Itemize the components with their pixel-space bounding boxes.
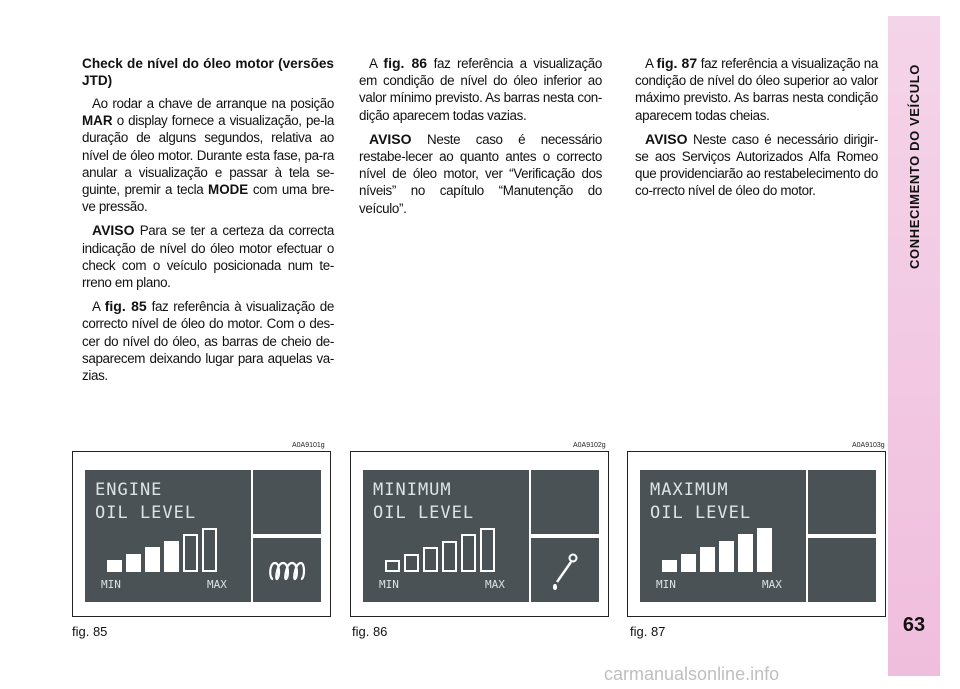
warning-label: AVISO	[92, 222, 135, 239]
level-bar-empty	[404, 554, 419, 572]
figure-label: fig. 86	[352, 624, 388, 639]
level-bar-empty	[385, 560, 400, 572]
figure-label: fig. 85	[72, 624, 108, 639]
level-bar-full	[738, 534, 753, 572]
display-icon-panel	[531, 538, 599, 602]
level-bar-full	[107, 560, 122, 572]
display-line-1: MAXIMUM	[650, 480, 729, 500]
display-icon-panel	[253, 538, 321, 602]
watermark: carmanualsonline.info	[604, 664, 780, 684]
oil-level-display	[85, 470, 251, 602]
dipstick-icon	[545, 548, 585, 592]
display-side-panel	[808, 470, 876, 534]
display-side-panel	[531, 470, 599, 534]
section-heading: Check de nível do óleo motor (versões JTD)	[82, 56, 334, 88]
level-bars	[107, 528, 217, 572]
display-line-2: OIL LEVEL	[650, 503, 752, 523]
paragraph: A fig. 87 faz referência a visualização na condição de nível do óleo superior ao valor máximo previsto. As barras nesta condição aparecem todas cheias.	[635, 55, 878, 123]
figure-86	[350, 451, 609, 617]
min-label: MIN	[101, 578, 121, 591]
level-bar-full	[145, 547, 160, 572]
level-bar-full	[719, 541, 734, 572]
warning-paragraph: AVISO Neste caso é necessário restabe-lecer ao quanto antes o correcto nível de óleo motor, ver “Verificação dos níveis” no capítulo “Manutenção do veículo”.	[359, 130, 602, 216]
section-title-container	[888, 16, 940, 316]
level-bar-empty	[442, 541, 457, 572]
warning-paragraph: AVISO Neste caso é necessário dirigir-se aos Serviços Autorizados Alfa Romeo que providenciarão ao restabelecimento do co-rrecto nível de óleo do motor.	[635, 130, 878, 199]
paragraph: A fig. 86 faz referência a visualização em condição de nível do óleo inferior ao valor mínimo previsto. As barras nesta con-dição aparecem todas vazias.	[359, 55, 602, 123]
level-bar-full	[700, 547, 715, 572]
figure-label: fig. 87	[630, 624, 666, 639]
fig-reference: fig. 85	[104, 298, 147, 315]
keyword-mode: MODE	[208, 182, 249, 198]
warning-paragraph: AVISO Para se ter a certeza da correcta indicação de nível do óleo motor efectuar o check com o veículo posicionada num te-rreno em plano.	[82, 222, 334, 291]
min-label: MIN	[656, 578, 676, 591]
display-line-1: ENGINE	[95, 480, 163, 500]
level-bars	[385, 528, 495, 572]
figure-code: A0A9103g	[852, 442, 885, 449]
text-column-3	[635, 55, 878, 207]
display-line-2: OIL LEVEL	[95, 503, 197, 523]
figure-85	[72, 451, 331, 617]
level-bar-full	[126, 554, 141, 572]
max-label: MAX	[207, 578, 227, 591]
keyword-mar: MAR	[82, 113, 113, 129]
warning-label: AVISO	[645, 130, 688, 147]
level-bar-empty	[423, 547, 438, 572]
warning-label: AVISO	[369, 130, 412, 147]
level-bar-full	[757, 528, 772, 572]
max-label: MAX	[485, 578, 505, 591]
level-bar-empty	[183, 534, 198, 572]
min-label: MIN	[379, 578, 399, 591]
fig-reference: fig. 86	[383, 55, 428, 71]
max-label: MAX	[762, 578, 782, 591]
level-bar-empty	[461, 534, 476, 572]
level-bar-full	[662, 560, 677, 572]
display-side-panel	[253, 470, 321, 534]
figure-code: A0A9101g	[292, 442, 325, 449]
text-column-2	[359, 55, 602, 224]
page-number: 63	[902, 614, 926, 636]
section-title: CONHECIMENTO DO VEÍCULO	[906, 63, 922, 269]
oil-coil-icon	[267, 555, 307, 585]
display-line-1: MINIMUM	[373, 480, 452, 500]
level-bars	[662, 528, 772, 572]
paragraph: Ao rodar a chave de arranque na posição MAR o display fornece a visualização, pe-la duração de alguns segundos, relativa ao nível de óleo motor. Durante esta fase, pa-ra anular a visualização e passar à tela se-guinte, premir a tecla MODE com uma bre-ve pressão.	[82, 96, 334, 215]
oil-level-display	[640, 470, 806, 602]
level-bar-full	[681, 554, 696, 572]
display-line-2: OIL LEVEL	[373, 503, 475, 523]
paragraph: A fig. 85 faz referência à visualização de correcto nível de óleo do motor. Com o des-cer do nível do óleo, as barras de cheio de-saparecem deixando lugar para aquelas va-zias.	[82, 298, 334, 384]
display-icon-panel	[808, 538, 876, 602]
fig-reference: fig. 87	[656, 55, 698, 71]
figure-code: A0A9102g	[573, 442, 606, 449]
level-bar-empty	[202, 528, 217, 572]
oil-level-display	[363, 470, 529, 602]
text-column-1	[82, 55, 334, 391]
figure-87	[627, 451, 886, 617]
level-bar-empty	[480, 528, 495, 572]
level-bar-full	[164, 541, 179, 572]
